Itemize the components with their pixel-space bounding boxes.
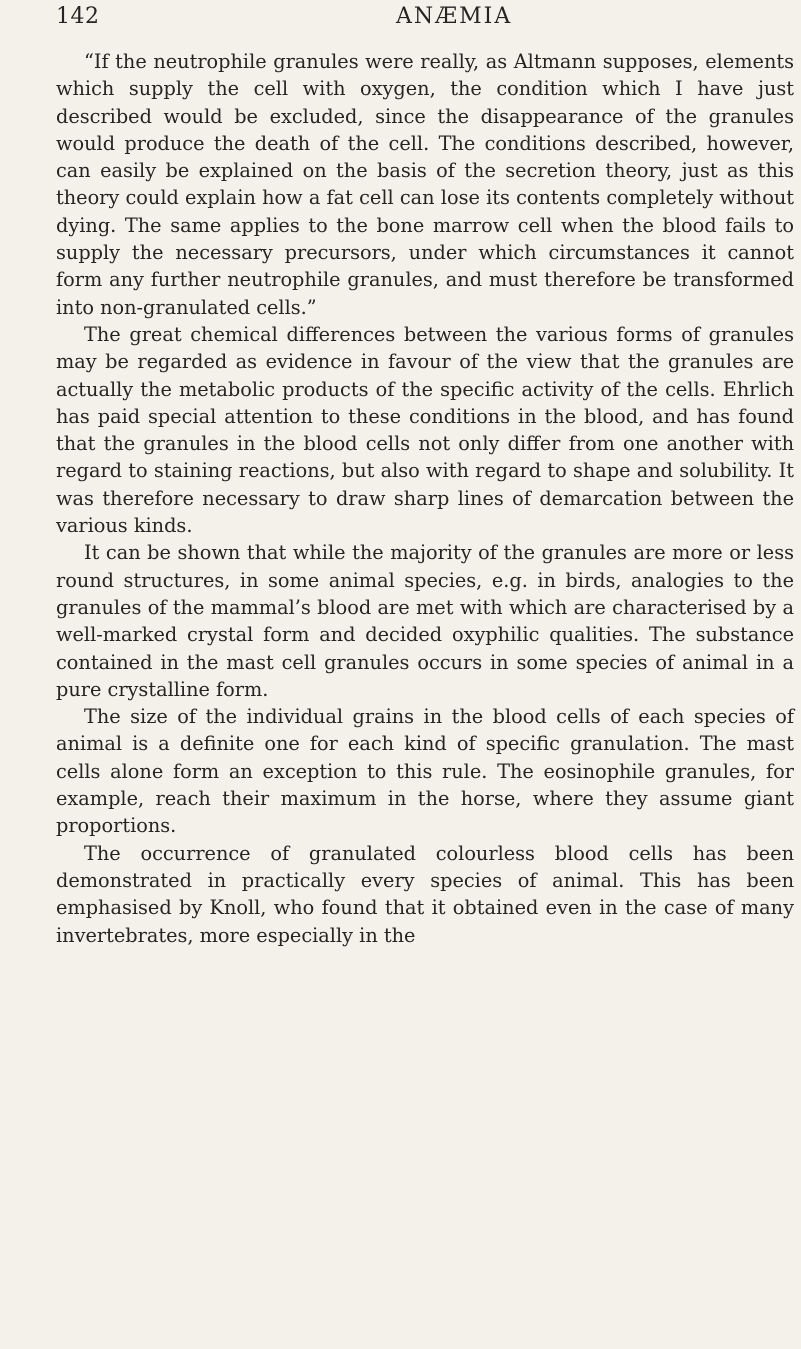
paragraph-chemical-differences: The great chemical differences between the various forms of granules may be regarded as evidence in favour of the view that the granules are actually the metabolic products of the specific activity of the cells. Ehrlich has paid special attention to these conditions in the blood, and has found that the granules in the blood cells not only differ from one another with regard to staining reactions, but also with regard to shape and solubility. It was therefore necessary to draw sharp lines of demarcation between the various kinds. <box>56 322 794 538</box>
paragraph-crystal-form: It can be shown that while the majority of the granules are more or less round structures, in some animal species, e.g. in birds, analogies to the granules of the mammal’s blood are met with which are characterised by a well-marked crystal form and decided oxyphilic qualities. The substance contained in the mast cell granules occurs in some species of animal in a pure crystalline form. <box>56 541 794 701</box>
running-title: ANÆMIA <box>396 4 513 29</box>
paragraph-quote: “If the neutrophile granules were really, as Altmann supposes, elements which supply the cell with oxygen, the condition which I have just described would be excluded, since the disappearance of the granules would produce the death of the cell. The conditions described, however, can easily be explained on the basis of the secretion theory, just as this theory could explain how a fat cell can lose its contents completely without dying. The same applies to the bone marrow cell when the blood fails to supply the necessary precursors, under which circumstances it cannot form any further neutrophile granules, and must therefore be transformed into non-granulated cells.” <box>56 50 794 319</box>
running-head <box>56 0 800 44</box>
paragraph-grain-size: The size of the individual grains in the blood cells of each species of animal is a definite one for each kind of specific granulation. The mast cells alone form an exception to this rule. The eosinophile granules, for example, reach their maximum in the horse, where they assume giant proportions. <box>56 705 794 838</box>
page-number: 142 <box>56 4 100 29</box>
body-text <box>56 48 794 949</box>
paragraph-occurrence: The occurrence of granulated colourless blood cells has been demonstrated in practically every species of animal. This has been emphasised by Knoll, who found that it obtained even in the case of many invertebrates, more especially in the <box>56 841 794 947</box>
